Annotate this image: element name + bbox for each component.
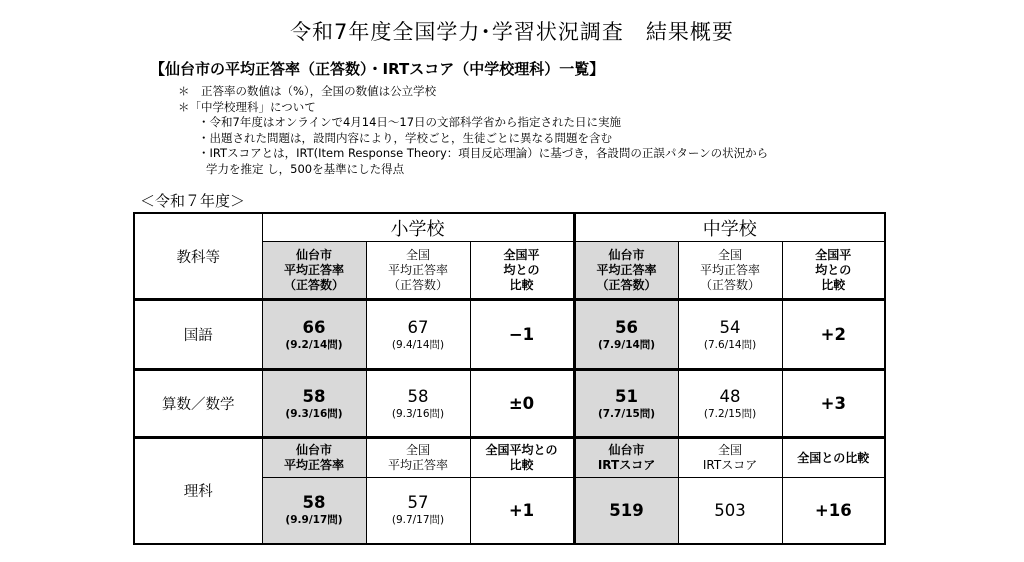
note-line: ＊ 正答率の数値は（%），全国の数値は公立学校 — [178, 84, 437, 98]
science-header-compare-junior: 全国との比較 — [782, 438, 885, 478]
note-line: ・出題された問題は，設問内容により，学校ごと，生徒ごとに異なる問題を含む — [198, 130, 612, 145]
science-header-sendai-elementary: 仙台市 平均正答率 — [262, 438, 366, 478]
header-national-junior: 全国 平均正答率 （正答数） — [678, 242, 782, 300]
header-sendai-junior: 仙台市 平均正答率 （正答数） — [574, 242, 678, 300]
cell-national-elementary: 57 (9.7/17問) — [366, 478, 470, 544]
cell-compare-elementary: +1 — [470, 478, 574, 544]
cell-compare-junior: +16 — [782, 478, 885, 544]
cell-sendai-elementary: 66 (9.2/14問) — [262, 300, 366, 370]
note-line: ・IRTスコアとは，IRT(Item Response Theory：項目反応理論）に基づき，各設問の正誤パターンの状況から — [198, 146, 769, 160]
note-line: ＊「中学校理科」について — [178, 99, 316, 114]
cell-sendai-junior: 51 (7.7/15問) — [574, 370, 678, 438]
elementary-header: 小学校 — [262, 213, 574, 242]
page-title: 令和7年度全国学力･学習状況調査 結果概要 — [290, 20, 734, 44]
row-subject-science: 理科 — [134, 438, 262, 544]
note-line: 学力を推定 し，500を基準にした得点 — [206, 161, 405, 176]
section-subtitle: 【仙台市の平均正答率（正答数）・IRTスコア（中学校理科）一覧】 — [150, 60, 605, 78]
cell-national-elementary: 67 (9.4/14問) — [366, 300, 470, 370]
results-table — [133, 212, 886, 545]
cell-compare-elementary: −1 — [470, 300, 574, 370]
row-subject-math: 算数／数学 — [134, 370, 262, 438]
header-sendai-elementary: 仙台市 平均正答率 （正答数） — [262, 242, 366, 300]
cell-national-junior: 503 — [678, 478, 782, 544]
cell-national-elementary: 58 (9.3/16問) — [366, 370, 470, 438]
header-national-elementary: 全国 平均正答率 （正答数） — [366, 242, 470, 300]
year-label: ＜令和７年度＞ — [140, 192, 246, 210]
cell-compare-elementary: ±0 — [470, 370, 574, 438]
cell-compare-junior: +3 — [782, 370, 885, 438]
row-subject-japanese: 国語 — [134, 300, 262, 370]
science-header-national-junior: 全国 IRTスコア — [678, 438, 782, 478]
cell-sendai-junior: 519 — [574, 478, 678, 544]
cell-national-junior: 48 (7.2/15問) — [678, 370, 782, 438]
science-header-compare-elementary: 全国平均との 比較 — [470, 438, 574, 478]
cell-sendai-elementary: 58 (9.3/16問) — [262, 370, 366, 438]
header-compare-junior: 全国平 均との 比較 — [782, 242, 885, 300]
junior-header: 中学校 — [574, 213, 885, 242]
cell-sendai-junior: 56 (7.9/14問) — [574, 300, 678, 370]
cell-sendai-elementary: 58 (9.9/17問) — [262, 478, 366, 544]
corner-header: 教科等 — [134, 213, 262, 300]
science-header-national-elementary: 全国 平均正答率 — [366, 438, 470, 478]
note-line: ・令和7年度はオンラインで4月14日～17日の文部科学省から指定された日に実施 — [198, 115, 622, 129]
header-compare-elementary: 全国平 均との 比較 — [470, 242, 574, 300]
cell-compare-junior: +2 — [782, 300, 885, 370]
science-header-sendai-junior: 仙台市 IRTスコア — [574, 438, 678, 478]
cell-national-junior: 54 (7.6/14問) — [678, 300, 782, 370]
notes-block — [178, 84, 768, 177]
